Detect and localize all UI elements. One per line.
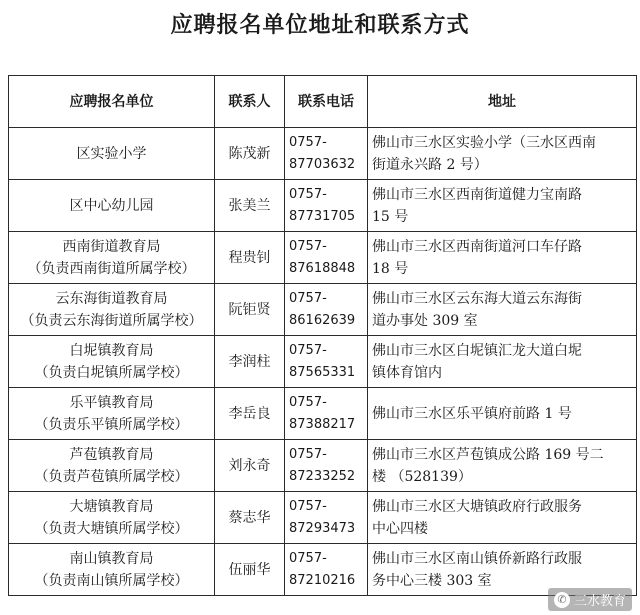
watermark-text: 三水教育 [573,594,626,609]
unit-name: 乐平镇教育局 [69,394,154,411]
cell-phone [285,492,368,544]
phone-area-code: 0757- [289,134,327,150]
cell-address [368,284,637,336]
unit-name: 区中心幼儿园 [69,197,154,214]
address-line-1: 佛山市三水区芦苞镇成公路 169 号二 [372,446,604,463]
cell-phone [285,128,368,180]
cell-phone [285,544,368,596]
address-line-1: 佛山市三水区实验小学（三水区西南 [372,134,596,151]
cell-person: 陈茂新 [215,128,285,180]
table-row [9,128,637,180]
unit-scope: （负责芦苞镇所属学校） [34,468,189,485]
cell-person: 蔡志华 [215,492,285,544]
page-title: 应聘报名单位地址和联系方式 [170,12,470,38]
unit-scope: （负责乐平镇所属学校） [34,416,189,433]
phone-area-code: 0757- [289,394,327,410]
address-line-1: 佛山市三水区西南街道河口车仔路 [372,238,582,255]
phone-area-code: 0757- [289,238,327,254]
address-line-2: 街道永兴路 2 号） [372,156,488,173]
cell-phone [285,440,368,492]
cell-person: 李润柱 [215,336,285,388]
header-phone: 联系电话 [285,76,368,128]
watermark [548,588,632,611]
header-person: 联系人 [215,76,285,128]
cell-phone [285,336,368,388]
phone-area-code: 0757- [289,498,327,514]
address-line-1: 佛山市三水区大塘镇政府行政服务 [372,498,582,515]
address-line-2: 道办事处 309 室 [372,312,478,329]
cell-person: 刘永奇 [215,440,285,492]
unit-name: 芦苞镇教育局 [69,446,154,463]
cell-phone [285,180,368,232]
phone-number: 87565331 [289,364,356,380]
wechat-icon: ✆ [554,592,570,608]
address-line-2: 中心四楼 [372,520,428,537]
cell-unit [9,440,215,492]
cell-address [368,336,637,388]
header-unit: 应聘报名单位 [9,76,215,128]
table-row [9,544,637,596]
cell-person: 阮钜贤 [215,284,285,336]
address-line-1: 佛山市三水区云东海大道云东海街 [372,290,582,307]
table-row [9,284,637,336]
cell-person: 伍丽华 [215,544,285,596]
phone-number: 86162639 [289,312,356,328]
address-line-2: 务中心三楼 303 室 [372,572,492,589]
address-line-2: 18 号 [372,260,409,277]
phone-area-code: 0757- [289,290,327,306]
unit-name: 大塘镇教育局 [69,498,154,515]
address-line-1: 佛山市三水区南山镇侨新路行政服 [372,550,582,567]
cell-phone [285,232,368,284]
cell-unit [9,492,215,544]
unit-name: 区实验小学 [76,145,147,162]
cell-address [368,492,637,544]
phone-number: 87210216 [289,572,356,588]
cell-unit [9,180,215,232]
cell-address [368,180,637,232]
cell-unit [9,284,215,336]
cell-address [368,440,637,492]
address-line-2: 15 号 [372,208,409,225]
unit-name: 西南街道教育局 [62,238,161,255]
cell-person: 李岳良 [215,388,285,440]
table-row [9,388,637,440]
unit-scope: （负责云东海街道所属学校） [20,312,203,329]
cell-phone [285,284,368,336]
cell-phone [285,388,368,440]
unit-scope: （负责大塘镇所属学校） [34,520,189,537]
phone-number: 87703632 [289,156,356,172]
cell-person: 张美兰 [215,180,285,232]
address-line-2: 镇体育馆内 [372,364,442,381]
address-line-2: 楼 （528139） [372,468,472,485]
unit-name: 南山镇教育局 [69,550,154,567]
address-line-1: 佛山市三水区白坭镇汇龙大道白坭 [372,342,582,359]
cell-address [368,128,637,180]
phone-number: 87731705 [289,208,356,224]
table-row [9,492,637,544]
phone-area-code: 0757- [289,186,327,202]
table-row [9,440,637,492]
address-line-1: 佛山市三水区西南街道健力宝南路 [372,186,582,203]
phone-area-code: 0757- [289,446,327,462]
cell-person: 程贵钊 [215,232,285,284]
unit-scope: （负责南山镇所属学校） [34,572,189,589]
unit-name: 云东海街道教育局 [55,290,168,307]
cell-unit [9,336,215,388]
table-row [9,180,637,232]
unit-scope: （负责白坭镇所属学校） [34,364,189,381]
table-row [9,232,637,284]
phone-area-code: 0757- [289,550,327,566]
phone-number: 87388217 [289,416,356,432]
cell-address [368,232,637,284]
cell-unit [9,388,215,440]
cell-address [368,388,637,440]
phone-number: 87233252 [289,468,356,484]
table-header-row [9,76,637,128]
contact-table [8,75,637,596]
unit-scope: （负责西南街道所属学校） [27,260,196,277]
cell-unit [9,232,215,284]
phone-area-code: 0757- [289,342,327,358]
table-row [9,336,637,388]
address-line-1: 佛山市三水区乐平镇府前路 1 号 [372,405,572,422]
cell-unit [9,128,215,180]
phone-number: 87618848 [289,260,356,276]
phone-number: 87293473 [289,520,356,536]
unit-name: 白坭镇教育局 [69,342,154,359]
cell-unit [9,544,215,596]
header-address: 地址 [368,76,637,128]
